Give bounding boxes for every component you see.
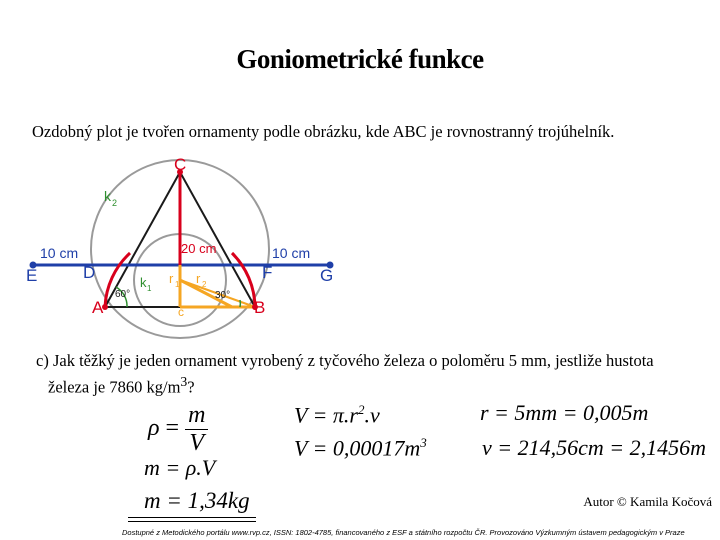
- ornament-diagram: [0, 150, 720, 350]
- formula-m-rho-v: m = ρ.V: [144, 455, 216, 480]
- v-formula-sup: 2: [357, 402, 365, 417]
- v-result-text: V = 0,00017m: [294, 435, 421, 461]
- formula-v-value: v = 214,56cm = 2,1456m: [482, 435, 706, 460]
- formula-v: [294, 402, 380, 428]
- v-result-sup: 3: [420, 435, 427, 450]
- rho-denominator: V: [189, 430, 205, 456]
- label-a: A: [92, 298, 104, 317]
- v-formula-end: .v: [364, 402, 380, 428]
- label-angle-30: 30°: [215, 290, 231, 301]
- label-10cm-right: 10 cm: [272, 245, 311, 261]
- label-k2-sub: 2: [112, 198, 118, 208]
- label-c-point: c: [178, 305, 184, 319]
- rho-equals: =: [165, 415, 180, 442]
- footer-divider-top: [128, 517, 256, 518]
- label-r1-sub: 1: [175, 280, 180, 289]
- label-r1: r: [169, 271, 174, 286]
- label-e: E: [26, 266, 38, 285]
- formula-v-result: [294, 435, 427, 461]
- intro-text: Ozdobný plot je tvořen ornamenty podle obrázku, kde ABC je rovnostranný trojúhelník.: [32, 122, 615, 141]
- label-k1-sub: 1: [147, 284, 152, 293]
- task-line-2: [36, 371, 696, 398]
- formula-rho: [148, 402, 208, 457]
- label-b: B: [254, 298, 266, 317]
- rho-fraction: [185, 402, 208, 457]
- label-k2: k: [104, 188, 111, 204]
- task-line-2-text: železa je 7860 kg/m: [48, 377, 181, 397]
- rho-numerator: m: [185, 402, 208, 430]
- task-line-2-sup: 3: [180, 374, 188, 389]
- footer-divider-bottom: [128, 521, 256, 522]
- formula-m-result: m = 1,34kg: [144, 488, 250, 513]
- label-angle-60: 60°: [115, 289, 131, 300]
- page-title: Goniometrické funkce: [236, 44, 484, 74]
- label-f: F: [262, 263, 273, 282]
- v-formula-text: V = π.r: [294, 402, 358, 428]
- label-d: D: [83, 263, 96, 282]
- task-line-1: c) Jak těžký je jeden ornament vyrobený z tyčového železa o poloměru 5 mm, jestliže hustota: [36, 351, 654, 370]
- task-text: [36, 350, 696, 398]
- task-line-2-end: ?: [187, 377, 195, 397]
- label-r2-sub: 2: [202, 280, 207, 289]
- label-c: C: [174, 155, 187, 174]
- label-k1: k: [140, 275, 147, 290]
- label-r2: r: [196, 271, 201, 286]
- formula-r-value: r = 5mm = 0,005m: [480, 400, 649, 425]
- rho-symbol: ρ: [148, 415, 160, 442]
- author-credit: Autor © Kamila Kočová: [583, 494, 712, 509]
- label-g: G: [320, 266, 334, 285]
- footer-text: Dostupné z Metodického portálu www.rvp.cz, ISSN: 1802-4785, financovaného z ESF a státního rozpočtu ČR. Provozováno Výzkumným ústavem pedagogickým v Praze: [122, 528, 685, 537]
- label-20cm: 20 cm: [181, 241, 217, 256]
- label-10cm-left: 10 cm: [40, 245, 79, 261]
